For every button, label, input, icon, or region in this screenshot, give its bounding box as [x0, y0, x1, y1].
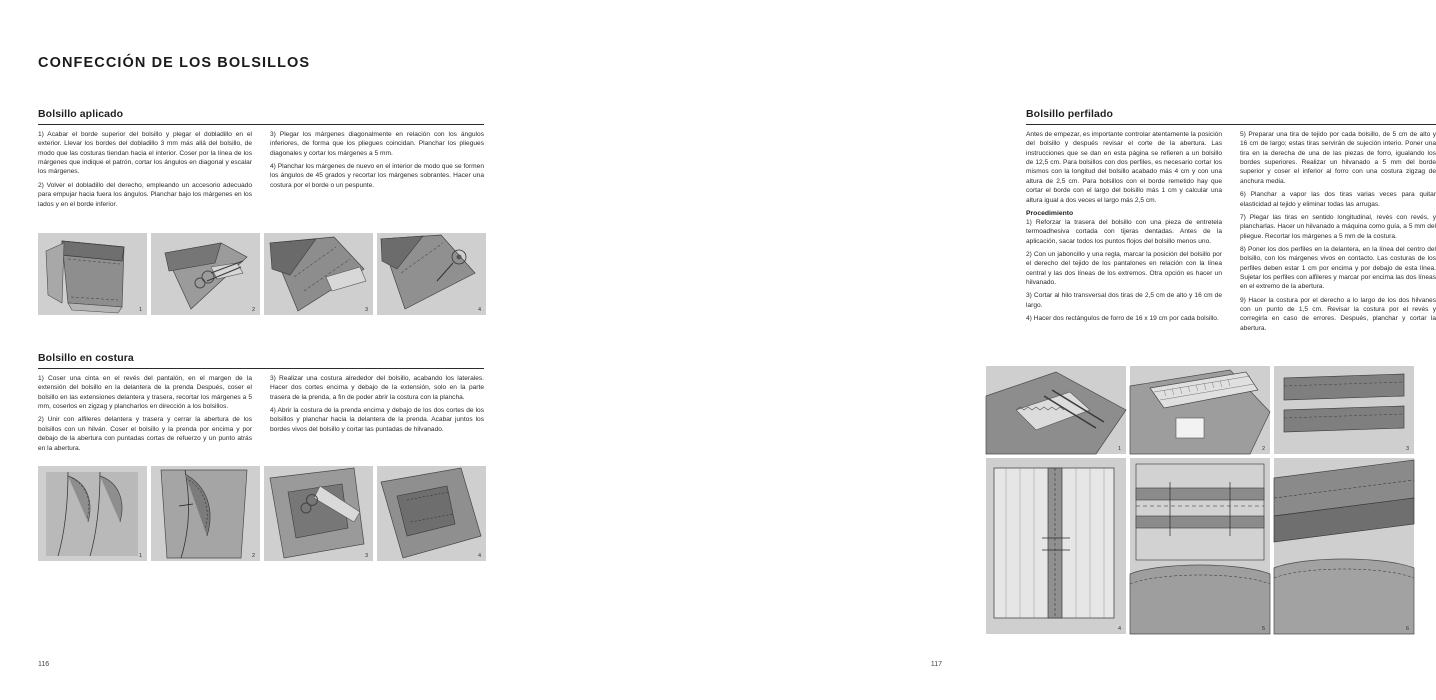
svg-text:4: 4 [478, 307, 482, 313]
paragraph: 3) Cortar al hilo transversal dos tiras de 2,5 cm de alto y 16 cm de largo. [1026, 292, 1222, 309]
figure-costura-2 [151, 466, 260, 561]
figure-strip-perfilado-bottom [986, 458, 1414, 634]
paragraph: 7) Plegar las tiras en sentido longitudinal, revés con revés, y plancharlas. Hacer un hilvanado a máquina como guía, a 5 mm del pliegue. Recortar los márgenes a 5 mm de la costura. [1240, 213, 1436, 240]
perfilado-column-1 [1026, 130, 1222, 333]
paragraph: 2) Volver el dobladillo del derecho, empleando un accesorio adecuado para empujar hacia fuera los ángulos. Planchar bajo los márgenes en los lados y en el borde inferior. [38, 181, 252, 208]
right-page [490, 0, 1436, 700]
figure-perfilado-2 [1130, 366, 1270, 454]
section-divider [38, 368, 484, 369]
svg-text:4: 4 [478, 553, 482, 559]
paragraph: Antes de empezar, es importante controlar atentamente la posición del bolsillo y después revisar el corte de la abertura. Las instrucciones que se dan en esta página se refieren a un bolsillo de 12,5 cm. Para bolsillos con dos perfiles, es necesario cortar los mismos con la longitud del bolsillo acabado más 4 cm y con una altura de 2,5 cm. Para bolsillos con el borde remetido hay que cortar el borde con el largo del bolsillo más 1 cm y calcular una altura igual a dos veces el largo más 2,5 cm. [1026, 131, 1222, 204]
figure-strip-aplicado [38, 233, 486, 315]
svg-text:3: 3 [1406, 446, 1410, 452]
svg-text:2: 2 [252, 553, 256, 559]
svg-text:5: 5 [1262, 626, 1266, 632]
figure-aplicado-1 [38, 233, 147, 315]
section-heading: Bolsillo perfilado [1026, 108, 1113, 120]
paragraph: 1) Coser una cinta en el revés del pantalón, en el margen de la extensión del bolsillo en la delantera de la prenda Después, coser el bolsillo en las extensiones delantera y trasera, recortar los márgenes a 5 mm, coserlos en zigzag y plancharlos en dirección a los bolsillos. [38, 375, 252, 411]
figure-perfilado-5 [1130, 458, 1270, 634]
page-number-left: 116 [38, 661, 50, 668]
figure-strip-costura [38, 466, 486, 561]
section-heading: Bolsillo en costura [38, 352, 134, 364]
figure-aplicado-3 [264, 233, 373, 315]
svg-text:1: 1 [139, 553, 143, 559]
figure-perfilado-4 [986, 458, 1126, 634]
section-heading: Bolsillo aplicado [38, 108, 124, 120]
figure-costura-1 [38, 466, 147, 561]
paragraph: 9) Hacer la costura por el derecho a lo largo de los dos hilvanes con un punto de 1,5 cm. Revisar la costura por el revés y corregirla en caso de errores. Después, planchar y cortar la abertura. [1240, 296, 1436, 332]
paragraph: 2) Con un jaboncillo y una regla, marcar la posición del bolsillo por el derecho del tejido de los pantalones en relación con la línea central y las dos líneas de los extremos. Otra opción es hacer un hilvanado. [1026, 250, 1222, 287]
left-page [0, 0, 490, 700]
svg-text:4: 4 [1118, 626, 1122, 632]
svg-text:1: 1 [1118, 446, 1122, 452]
svg-text:2: 2 [1262, 446, 1266, 452]
figure-costura-4 [377, 466, 486, 561]
section-bolsillo-en-costura [38, 352, 484, 453]
paragraph: 5) Preparar una tira de tejido por cada bolsillo, de 5 cm de alto y 16 cm de largo; estas tiras servirán de sujeción interio. Poner una tira en la derecha de una de las piezas de forro, igualando los bordes superiores. Realizar un hilvanado a 5 mm del borde superior y coser el inferior al forro con una costura zigzag de anchura media. [1240, 131, 1436, 185]
figure-aplicado-2 [151, 233, 260, 315]
paragraph: 4) Planchar los márgenes de nuevo en el interior de modo que se formen los ángulos de 45 grados y recortar los márgenes sobrantes. Hacer una costura por el borde o un pespunte. [270, 163, 484, 189]
paragraph: 8) Poner los dos perfiles en la delantera, en la línea del centro del bolsillo, con los márgenes vivos en contacto. Las costuras de los perfiles deben estar 1 cm por encima y por debajo de esta línea. Sujetar los perfiles con alfileres y marcar por encima las dos líneas en el extremo de la abertura. [1240, 245, 1436, 291]
figure-aplicado-4 [377, 233, 486, 315]
section-bolsillo-aplicado [38, 108, 484, 209]
svg-text:3: 3 [365, 553, 369, 559]
costura-column-2 [270, 374, 484, 453]
aplicado-column-2 [270, 130, 484, 209]
aplicado-column-1 [38, 130, 252, 209]
costura-column-1 [38, 374, 252, 453]
perfilado-column-2 [1240, 130, 1436, 333]
paragraph: 4) Hacer dos rectángulos de forro de 16 x 19 cm por cada bolsillo. [1026, 315, 1219, 323]
paragraph: 1) Reforzar la trasera del bolsillo con una pieza de entretela termoadhesiva cortada con tijeras dentadas. Antes de la aplicación, sacar todos los puntos flojos del bolsillo menos uno. [1026, 218, 1222, 245]
svg-text:3: 3 [365, 307, 369, 313]
paragraph: 3) Plegar los márgenes diagonalmente en relación con los ángulos inferiores, de forma que los pliegues coincidan. Planchar los pliegues diagonales y cortar los márgenes a 5 mm. [270, 131, 484, 157]
paragraph: 2) Unir con alfileres delantera y trasera y cerrar la abertura de los bolsillos con un hilván. Coser el bolsillo y la prenda por encima y por debajo de la abertura con puntadas cortas de refuerzo y un punto atrás en la abertura. [38, 416, 252, 452]
paragraph: 4) Abrir la costura de la prenda encima y debajo de los dos cortes de los bolsillos y planchar hacia la delantera de la prenda. Acabar juntos los bordes vivos del bolsillo y cortar las puntadas de hilvanado. [270, 407, 484, 433]
section-bolsillo-perfilado [1026, 108, 1436, 333]
section-divider [1026, 124, 1436, 125]
figure-costura-3 [264, 466, 373, 561]
page-title: CONFECCIÓN DE LOS BOLSILLOS [38, 55, 311, 71]
figure-strip-perfilado-top [986, 366, 1414, 454]
svg-text:2: 2 [252, 307, 256, 313]
paragraph: 3) Realizar una costura alrededor del bolsillo, acabando los laterales. Hacer dos cortes encima y debajo de la extensión, solo en la parte trasera de la prenda, a fin de poder abrir la costura con la plancha. [270, 375, 484, 401]
svg-text:1: 1 [139, 307, 143, 313]
figure-perfilado-1 [986, 366, 1126, 454]
page-number-right: 117 [930, 661, 942, 668]
section-divider [38, 124, 484, 125]
figure-perfilado-3 [1274, 366, 1414, 454]
subheading-procedimiento: Procedimiento [1026, 209, 1074, 217]
paragraph: 6) Planchar a vapor las dos tiras varias veces para quitar elasticidad al tejido y eliminar todas las arrugas. [1240, 191, 1436, 208]
svg-text:6: 6 [1406, 626, 1410, 632]
paragraph: 1) Acabar el borde superior del bolsillo y plegar el dobladillo en el exterior. Llevar los bordes del dobladillo 3 mm más allá del bolsillo, de modo que las costuras tiendan hacia el interior. Coser por la línea de los márgenes que indique el patrón, cortar los ángulos en diagonal y escalar los márgenes. [38, 131, 252, 176]
figure-perfilado-6 [1274, 458, 1414, 634]
